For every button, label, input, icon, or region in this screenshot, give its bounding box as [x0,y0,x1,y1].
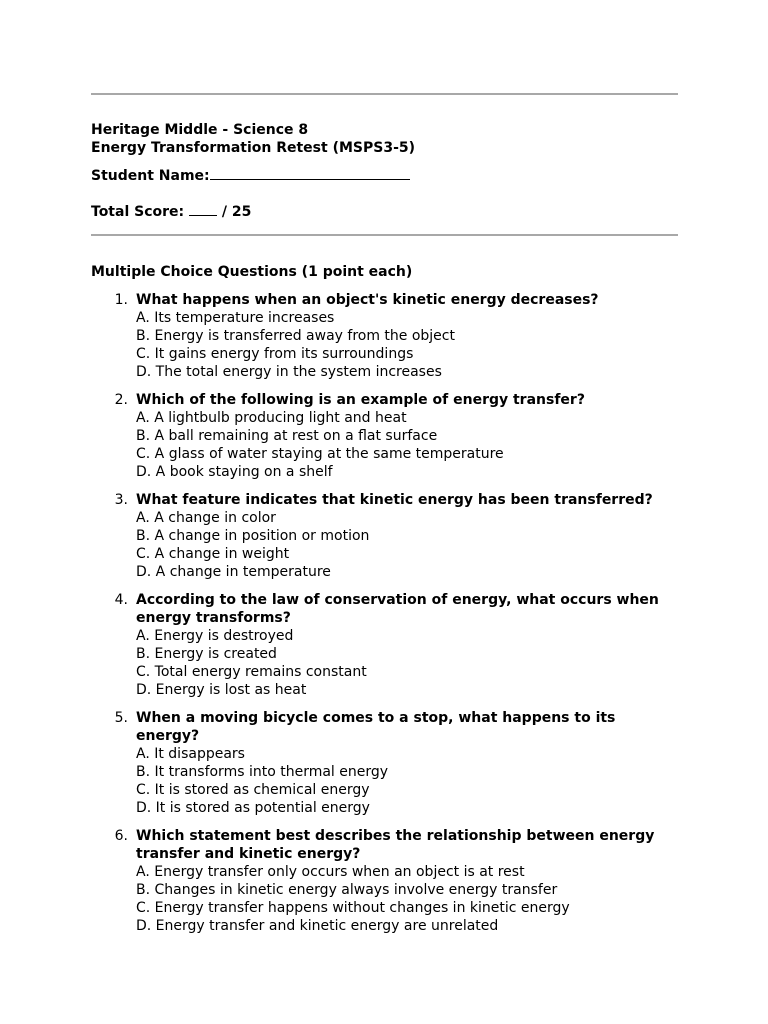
option-c: C. A glass of water staying at the same temperature [136,446,504,462]
option-d: D. A change in temperature [136,564,331,580]
option-a: A. A lightbulb producing light and heat [136,410,407,426]
question-4 [91,591,678,699]
question-number: 1. [114,292,128,308]
question-text: Which statement best describes the relationship between energy transfer and kinetic energy? [136,828,655,862]
question-3 [91,491,678,581]
option-d: D. Energy is lost as heat [136,682,307,698]
option-c: C. It is stored as chemical energy [136,782,370,798]
option-b: B. Energy is created [136,646,277,662]
option-b: B. Energy is transferred away from the object [136,328,455,344]
option-b: B. Changes in kinetic energy always involve energy transfer [136,882,558,898]
question-6 [91,827,678,935]
question-number: 5. [114,710,128,726]
student-name-label: Student Name: [91,168,210,184]
question-2 [91,391,678,481]
option-c: C. A change in weight [136,546,290,562]
question-number: 4. [114,592,128,608]
total-score-blank[interactable] [189,203,217,216]
question-text: When a moving bicycle comes to a stop, what happens to its energy? [136,710,616,744]
test-title: Energy Transformation Retest (MSPS3-5) [91,140,416,156]
total-score-suffix: / 25 [217,204,252,220]
question-5 [91,709,678,817]
option-a: A. Energy transfer only occurs when an object is at rest [136,864,525,880]
option-a: A. Energy is destroyed [136,628,294,644]
total-score-line [91,203,678,221]
option-b: B. A change in position or motion [136,528,370,544]
question-text: Which of the following is an example of energy transfer? [136,392,585,408]
option-b: B. A ball remaining at rest on a flat surface [136,428,438,444]
header-block [91,121,678,157]
student-name-blank[interactable] [210,167,410,180]
option-a: A. Its temperature increases [136,310,335,326]
option-a: A. It disappears [136,746,245,762]
option-c: C. It gains energy from its surroundings [136,346,414,362]
question-1 [91,291,678,381]
option-d: D. The total energy in the system increases [136,364,442,380]
option-a: A. A change in color [136,510,276,526]
test-document [91,0,678,945]
question-list [91,291,678,935]
question-number: 3. [114,492,128,508]
section-title: Multiple Choice Questions (1 point each) [91,264,413,280]
total-score-label: Total Score: [91,204,189,220]
school-line: Heritage Middle - Science 8 [91,122,309,138]
question-text: According to the law of conservation of energy, what occurs when energy transforms? [136,592,659,626]
option-c: C. Energy transfer happens without changes in kinetic energy [136,900,570,916]
question-text: What feature indicates that kinetic energy has been transferred? [136,492,653,508]
header-divider [91,234,678,236]
question-number: 2. [114,392,128,408]
option-c: C. Total energy remains constant [136,664,367,680]
option-d: D. A book staying on a shelf [136,464,333,480]
option-d: D. Energy transfer and kinetic energy are unrelated [136,918,499,934]
option-d: D. It is stored as potential energy [136,800,370,816]
question-text: What happens when an object's kinetic energy decreases? [136,292,599,308]
student-name-line [91,167,678,185]
question-number: 6. [114,828,128,844]
option-b: B. It transforms into thermal energy [136,764,389,780]
top-divider [91,93,678,95]
